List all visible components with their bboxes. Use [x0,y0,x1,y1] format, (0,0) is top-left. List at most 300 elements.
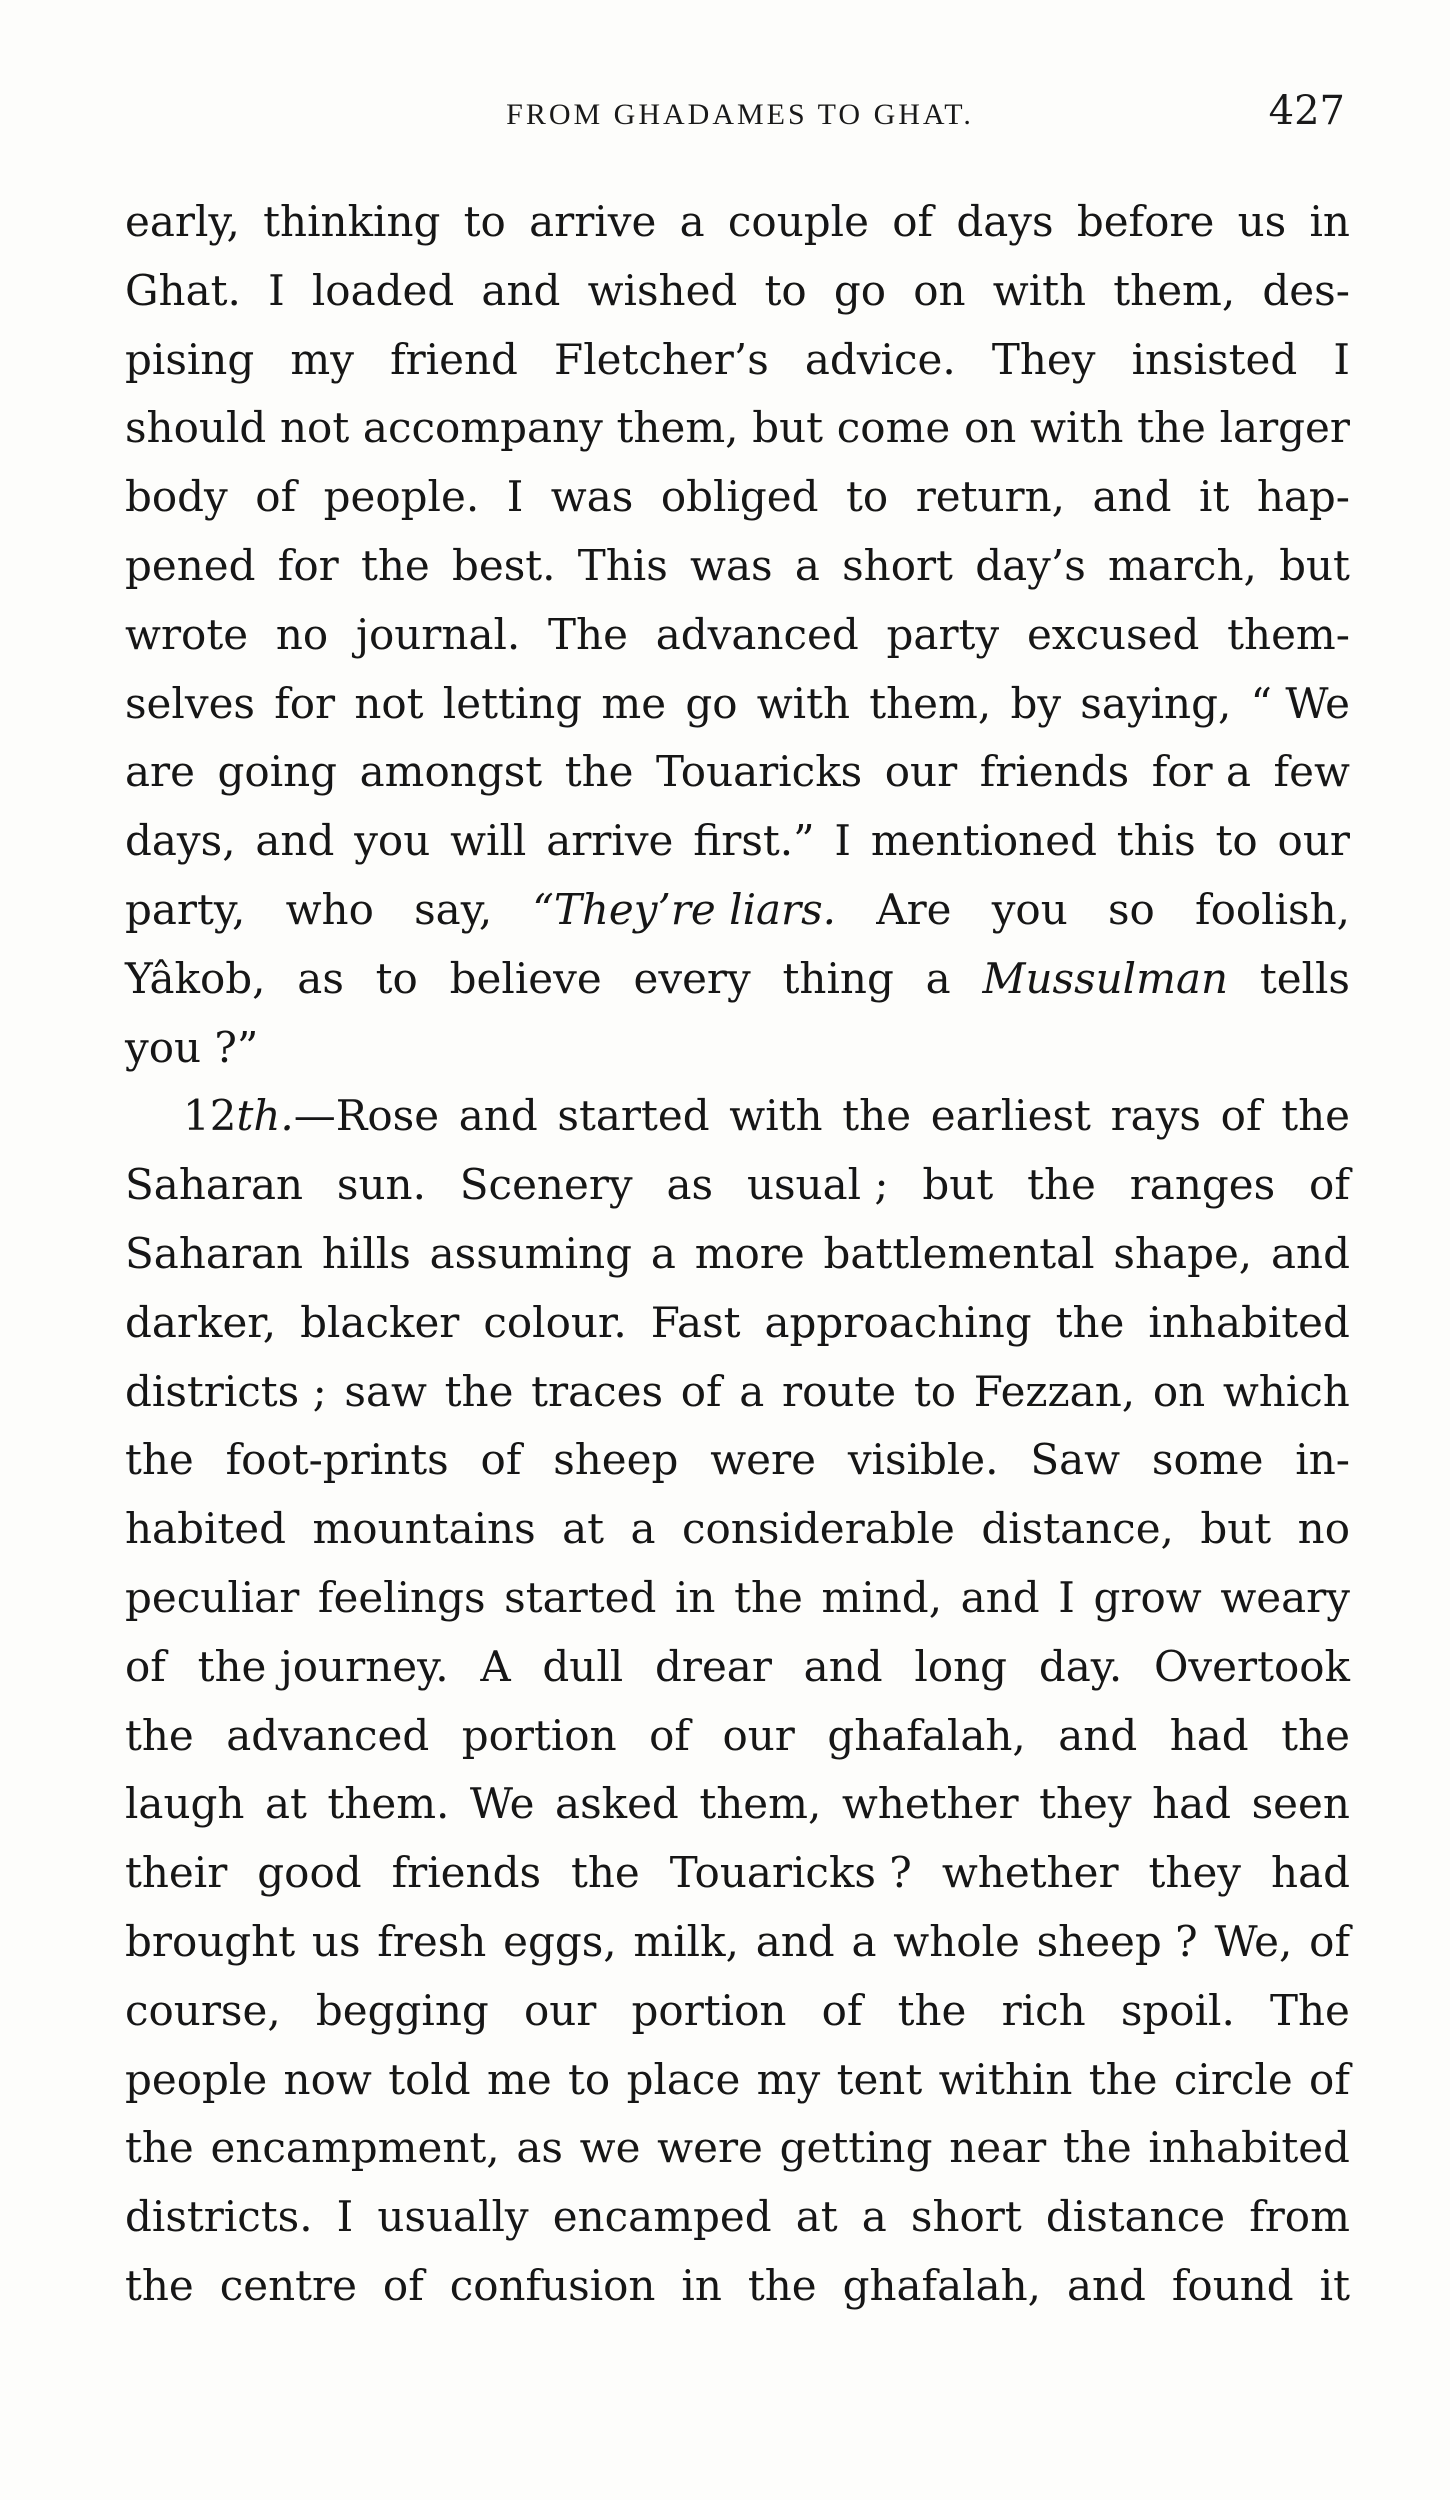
word: distance, [981,1504,1174,1554]
word: our [1277,816,1350,866]
word: within [938,2054,1073,2104]
word: the [747,2260,817,2310]
word: our [884,747,958,797]
text-line [125,532,1350,601]
word: to [764,265,807,315]
text-line [125,1426,1350,1495]
word: on [913,265,966,315]
word: more [694,1228,805,1278]
word: colour. [483,1297,627,1347]
word: our [523,1985,597,2035]
text-line [125,1633,1350,1702]
word: of [680,1366,722,1416]
word: Saharan [125,1160,304,1210]
word: to [375,953,418,1003]
page-number: 427 [1268,88,1345,134]
word: you ?” [125,1022,259,1072]
word: told [388,2054,471,2104]
word: asked [555,1779,679,1829]
word: battlemental [823,1228,1095,1278]
word: believe [449,953,602,1003]
word: found [1171,2260,1294,2310]
word: it [1319,2260,1350,2310]
word: We [469,1779,535,1829]
word: in [1309,197,1350,246]
word: on [1152,1366,1206,1416]
word: arrive [546,816,674,866]
text-line [125,2114,1350,2183]
word: my [756,2054,821,2104]
word: on [964,403,1017,453]
word: in [674,1572,716,1622]
word: to [463,197,506,246]
word: insisted [1131,334,1298,384]
text-line [125,257,1350,326]
word: the [1281,1710,1350,1760]
word: and [960,1572,1040,1622]
word: traces [531,1366,664,1416]
word: but [1200,1504,1272,1554]
word: of [480,1435,522,1485]
word: letting [442,678,583,728]
word: I [1058,1572,1075,1622]
word: them, [1113,265,1236,315]
word: ghafalah, [842,2260,1042,2310]
word: for [274,678,336,728]
word: short [842,540,953,590]
word: blacker [300,1297,460,1347]
word: I [506,472,524,522]
word: the [842,1091,912,1141]
word: assuming [429,1228,633,1278]
word: of [1309,1916,1350,1966]
word: course, [125,1985,281,2035]
word: grow [1093,1572,1202,1622]
word: They [991,334,1096,384]
word: whether [941,1848,1119,1898]
word: us [311,1916,361,1966]
word: are [125,747,195,797]
word: place [626,2054,741,2104]
word: route [782,1366,897,1416]
word: as [297,953,344,1003]
text-line [125,738,1350,807]
word: brought [125,1916,296,1966]
word: Mussulman [982,953,1229,1003]
word: begging [315,1985,489,2035]
word: hap- [1256,472,1350,522]
word: day. [1038,1641,1123,1691]
word: A [480,1641,511,1691]
word: “They’re liars. [532,884,837,934]
word: wished [587,265,738,315]
body-text [125,188,1350,2321]
word: Fast [650,1297,741,1347]
word: portion [461,1710,617,1760]
word: body [125,472,228,522]
word: confusion [449,2260,656,2310]
word: milk, [633,1916,739,1966]
word: the [1055,1297,1125,1347]
word: I [834,816,852,866]
word: pising [125,334,255,384]
word: them, [616,403,739,453]
word: saying, [1080,678,1232,728]
word: every [633,953,751,1003]
word: mind, [821,1572,943,1622]
text-line [125,1014,1350,1083]
word: weary [1220,1572,1350,1622]
word: near [949,2123,1047,2173]
word: was [550,472,634,522]
word: early, [125,197,240,246]
word: tent [836,2054,923,2104]
word: of [1220,1091,1262,1141]
text-line [125,1495,1350,1564]
word: Are [876,884,952,934]
word: short [910,2192,1022,2242]
word: party, [125,884,246,934]
word: usual ; [746,1160,889,1210]
word: Fletcher’s [554,334,769,384]
word: I [268,265,285,315]
word: Fezzan, [973,1366,1136,1416]
word: them, [869,678,992,728]
word: sun. [336,1160,426,1210]
word: the [564,747,634,797]
word: had [1152,1779,1232,1829]
word: should [125,403,267,453]
word: of [125,1641,166,1691]
word: inhabited [1148,2123,1350,2173]
word: not [354,678,424,728]
word: thinking [263,197,441,246]
word: whether [841,1779,1019,1829]
text-line [125,1358,1350,1427]
word: couple [727,197,869,246]
word: and [255,816,335,866]
word: a [739,1366,765,1416]
word: was [690,540,773,590]
word: going [217,747,338,797]
word: whole [893,1916,1020,1966]
word: to [913,1366,957,1416]
word: in [681,2260,722,2310]
word: a [679,197,705,246]
word: party [886,609,1000,659]
word: tells [1259,953,1350,1003]
word: wrote [125,609,249,659]
word: days, [125,816,236,866]
text-line [125,188,1350,257]
word: by [1010,678,1062,728]
word: the [1281,1091,1350,1141]
word: them, [699,1779,822,1829]
word: to [568,2054,611,2104]
word: go [685,678,738,728]
word: rays [1110,1091,1201,1141]
word: a [630,1504,656,1554]
word: march, [1107,540,1257,590]
word: and [1270,1228,1350,1278]
word: Ghat. [125,265,241,315]
word: Saw [1030,1435,1121,1485]
word: circle [1173,2054,1293,2104]
word: the [125,2123,194,2173]
text-line [125,463,1350,532]
word: had [1271,1848,1350,1898]
word: and [755,1916,835,1966]
word: of [892,197,934,246]
running-title: FROM GHADAMES TO GHAT. [506,98,974,131]
word: peculiar [125,1572,300,1622]
text-line [125,326,1350,395]
word: excused [1026,609,1200,659]
word: the [571,1848,640,1898]
word: centre [219,2260,357,2310]
word: the [1137,403,1206,453]
word: des- [1262,265,1350,315]
word: started [557,1091,710,1141]
word: me [601,678,667,728]
word: return, [915,472,1066,522]
word: who [285,884,374,934]
word: Overtook [1154,1641,1350,1691]
word: will [450,816,527,866]
word: for a [1151,747,1251,797]
word: selves [125,678,255,728]
word: friends [979,747,1130,797]
word: but [922,1160,994,1210]
word: rich [1001,1985,1086,2035]
word: it [1199,472,1230,522]
word: long [914,1641,1008,1691]
word: the [1062,2123,1132,2173]
word: the [125,1435,194,1485]
word: habited [125,1504,287,1554]
word: as [516,2123,563,2173]
word: districts ; [125,1366,327,1416]
word: ghafalah, [827,1710,1026,1760]
word: the [1088,2054,1158,2104]
word: their [125,1848,228,1898]
word: the [897,1985,967,2035]
text-line [125,2183,1350,2252]
text-line [125,670,1350,739]
word: and [458,1091,538,1141]
word: encamped [552,2192,772,2242]
word: no [275,609,329,659]
word: Touaricks ? [669,1848,912,1898]
word: but [1279,540,1350,590]
word: The [548,609,628,659]
word: sheep ? [1036,1916,1198,1966]
word: laugh [125,1779,245,1829]
text-line [125,1564,1350,1633]
word: at [795,2192,838,2242]
word: portion [631,1985,787,2035]
word: amongst [359,747,543,797]
word: a [650,1228,676,1278]
word: mentioned [870,816,1097,866]
word: approaching [764,1297,1032,1347]
word: seen [1251,1779,1350,1829]
word: This [577,540,668,590]
word: mountains [312,1504,536,1554]
word: people. [323,472,480,522]
word: and [1066,2260,1146,2310]
word: they [1148,1848,1242,1898]
word: to [846,472,889,522]
running-head [125,88,1355,148]
text-line [125,945,1350,1014]
word: best. [451,540,556,590]
word: our [722,1710,795,1760]
word: now [283,2054,372,2104]
word: of [255,472,297,522]
word: of [821,1985,863,2035]
word: feelings [317,1572,486,1622]
word: advice. [804,334,956,384]
word: the [444,1366,514,1416]
word: friend [390,334,518,384]
word: you [991,884,1068,934]
word: usually [377,2192,529,2242]
word: distance [1045,2192,1226,2242]
text-line [125,1839,1350,1908]
word: go [833,265,887,315]
word: dull [542,1641,624,1691]
word: me [487,2054,552,2104]
word: days [956,197,1054,246]
word: at [264,1779,307,1829]
text-line [125,1151,1350,1220]
word: had [1169,1710,1249,1760]
text-line [125,807,1350,876]
word: come [836,403,951,453]
word: eggs, [503,1916,617,1966]
word: loaded [311,265,455,315]
word: with [1030,403,1124,453]
word: saw [344,1366,427,1416]
word: which [1222,1366,1350,1416]
word: larger [1219,403,1350,453]
word: with [729,1091,823,1141]
word: thing [782,953,894,1003]
word: people [125,2054,268,2104]
word: 12th.—Rose [183,1091,440,1141]
word: foot-prints [225,1435,449,1485]
text-line [125,601,1350,670]
word: a [851,1916,877,1966]
text-line [125,876,1350,945]
word: as [666,1160,714,1210]
word: few [1273,747,1350,797]
word: them- [1227,609,1350,659]
word: of [1309,1160,1350,1210]
word: were [657,2123,763,2173]
word: drear [654,1641,772,1691]
word: day’s [975,540,1086,590]
word: obliged [660,472,819,522]
word: the [1027,1160,1096,1210]
word: but [752,403,824,453]
text-line [125,1220,1350,1289]
word: friends [391,1848,542,1898]
word: for [277,540,339,590]
word: the journey. [197,1641,449,1691]
word: Saharan [125,1228,304,1278]
word: some [1151,1435,1264,1485]
word: the [125,1710,194,1760]
word: good [257,1848,362,1898]
word: we [579,2123,641,2173]
word: to [1215,816,1258,866]
word: considerable [681,1504,955,1554]
word: getting [779,2123,933,2173]
word: accompany [362,403,603,453]
word: of [382,2260,424,2310]
word: foolish, [1195,884,1350,934]
text-line [125,1977,1350,2046]
text-line [125,394,1350,463]
word: spoil. [1120,1985,1235,2035]
word: shape, [1113,1228,1253,1278]
word: at [562,1504,605,1554]
word: I [336,2192,354,2242]
word: Touaricks [656,747,863,797]
word: a [925,953,951,1003]
word: with [756,678,851,728]
word: and [1092,472,1172,522]
word: advanced [226,1710,430,1760]
word: no [1297,1504,1350,1554]
word: journal. [355,609,521,659]
word: hills [321,1228,411,1278]
text-line [125,2046,1350,2115]
word: were [710,1435,816,1485]
word: so [1107,884,1155,934]
word: inhabited [1148,1297,1350,1347]
word: and [1058,1710,1138,1760]
word: The [1269,1985,1350,2035]
text-line [125,1702,1350,1771]
word: the [734,1572,803,1622]
word: first.” [693,816,815,866]
word: and [481,265,561,315]
word: a [861,2192,887,2242]
word: ranges [1129,1160,1276,1210]
word: arrive [529,197,657,246]
word: say, [414,884,493,934]
word: darker, [125,1297,277,1347]
word: the [360,540,430,590]
word: my [290,334,354,384]
word: fresh [377,1916,487,1966]
word: in- [1295,1435,1350,1485]
word: they [1039,1779,1132,1829]
word: earliest [930,1091,1091,1141]
word: I [1333,334,1350,384]
word: them. [327,1779,450,1829]
word: with [992,265,1087,315]
text-line [125,1082,1350,1151]
word: not [279,403,350,453]
word: us [1237,197,1287,246]
word: “ We [1250,678,1350,728]
text-line [125,1770,1350,1839]
word: before [1076,197,1215,246]
